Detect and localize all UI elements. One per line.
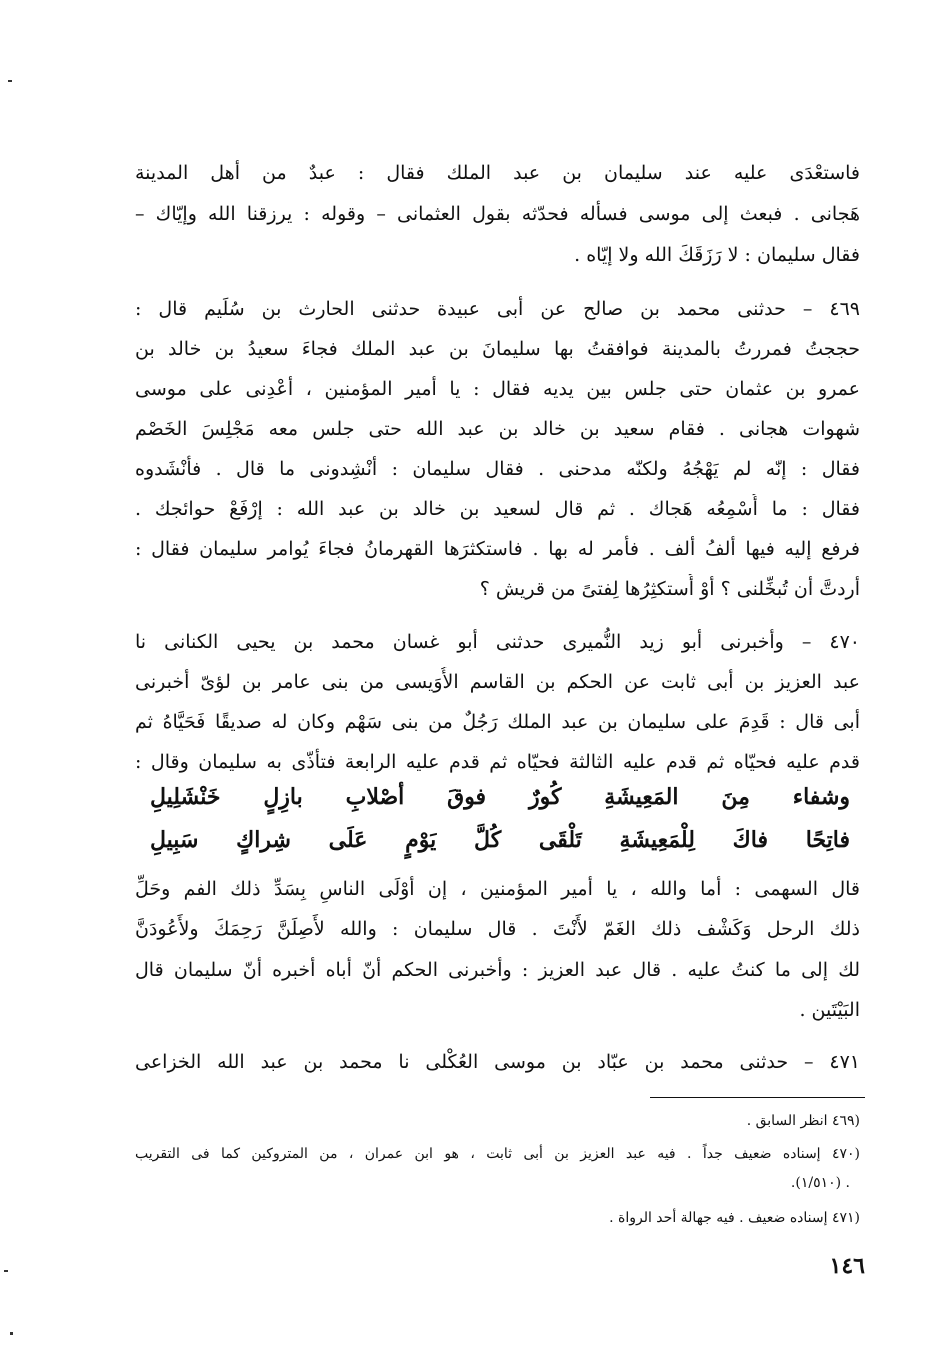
page-number: ١٤٦ — [829, 1253, 865, 1279]
text-line: لك إلى ما كنتُ عليه . قال عبد العزيز : وأخبرنى الحكم أنّ أباه أخبره أنّ سليمان قال — [135, 959, 860, 981]
text-line: حججتُ فمررتُ بالمدينة فوافقتُ بها سليمانَ بن عبد الملك فجاءَ سعيدُ بن خالد بن — [135, 338, 860, 360]
scan-mark — [8, 80, 12, 82]
text-line: فقال : ما أُسْمِعُه هَجاك . ثم قال لسعيد بن خالد بن عبد الله : إرْفَعْ حوائجك . — [135, 498, 860, 520]
footnote: (٤٧٠ إسناده ضعيف جداً . فيه عبد العزيز بن أبى ثابت ، هو ابن عمران ، من المتروكين كما فى التقريب — [135, 1146, 860, 1162]
footnote-divider — [650, 1097, 865, 1098]
text-line: ٤٧١ – حدثنى محمد بن عبّاد بن موسى العُكْلى نا محمد بن عبد الله الخزاعى — [135, 1051, 860, 1073]
text-line: قال السهمى : أما والله ، يا أمير المؤمنين ، إن أوْلَى الناسِ بِسَدِّ ذلك الفم وحَلِّ — [135, 878, 860, 900]
footnote: (٤٧١ إسناده ضعيف . فيه جهالة أحد الرواة . — [609, 1210, 860, 1226]
text-line: فقال سليمان : لا رَزَقَكَ الله ولا إيّاه . — [574, 244, 860, 266]
scan-mark — [10, 1332, 13, 1335]
footnote: (٤٦٩ انظر السابق . — [746, 1113, 860, 1129]
scan-mark — [4, 1270, 8, 1272]
text-line: عمرو بن عثمان حتى جلس بين يديه فقال : يا أمير المؤمنين ، أعْدِنى على موسى — [135, 378, 860, 400]
poem-verse: فاتِحًا فاكَ لِلْمَعِيشَةِ تَلْقَى كُلَّ يَوْمٍ عَلَى شِراكٍ سَبِيلِ — [150, 827, 850, 853]
footnote: . (١/٥١٠). — [790, 1175, 850, 1191]
text-line: ٤٧٠ – وأخبرنى أبو زيد النُّميرى حدثنى أبو غسان محمد بن يحيى الكنانى نا — [135, 631, 860, 653]
text-line: هَجانى . فبعث إلى موسى فسأله فحدّثه بقول العثمانى – وقوله : يرزقنا الله وإيّاك – — [135, 203, 860, 225]
text-line: ذلك الرحل وَكَشْف ذلك الغَمّ لأَنْتَ . قال سليمان : والله لأَصِلَنَّ رَحِمَكَ ولأَعُودَنَّ — [135, 918, 860, 940]
text-line: فرفع إليه فيها ألفُ ألف . فأمر له بها . فاستكثرَها القهرمانُ فجاءَ يُوامر سليمان فقال : — [135, 538, 860, 560]
text-line: فاستعْدَى عليه عند سليمان بن عبد الملك فقال : عبدٌ من أهل المدينة — [135, 162, 860, 184]
text-line: البَيْتَين . — [799, 999, 860, 1021]
text-line: فقال : إنّه لم يَهْجُهُ ولكنّه مدحنى . فقال سليمان : أنْشِدونى ما قال . فأنْشَدوه — [135, 458, 860, 480]
text-line: قدم عليه فحيّاه ثم قدم عليه الثالثة فحيّاه ثم قدم عليه الرابعة فتأذّى به سليمان وقال : — [135, 751, 860, 773]
text-line: أبى قال : قَدِمَ على سليمان بن عبد الملك رَجُلٌ من بنى سَهْم وكان له صديقًا فَحَيَّاهُ ثم — [135, 711, 860, 733]
text-line: أردتَّ أن تُبخِّلنى ؟ أوْ أُستكثِرُها لِفتىً من قريش ؟ — [479, 578, 860, 600]
text-line: شهوات هجانى . فقام سعيد بن خالد بن عبد الله حتى جلس معه مَجْلِسَ الخَصْم — [135, 418, 860, 440]
poem-verse: وشفاء مِنَ المَعِيشَةِ كُورٌ فوقَ أصْلابِ بازِلٍ خَنْشَلِيلِ — [150, 784, 850, 810]
text-line: عبد العزيز بن أبى ثابت عن الحكم بن القاسم الأُوَيسى من بنى عامر بن لؤىّ أخبرنى — [135, 671, 860, 693]
text-line: ٤٦٩ – حدثنى محمد بن صالح عن أبى عبيدة حدثنى الحارث بن سُلَيم قال : — [135, 298, 860, 320]
